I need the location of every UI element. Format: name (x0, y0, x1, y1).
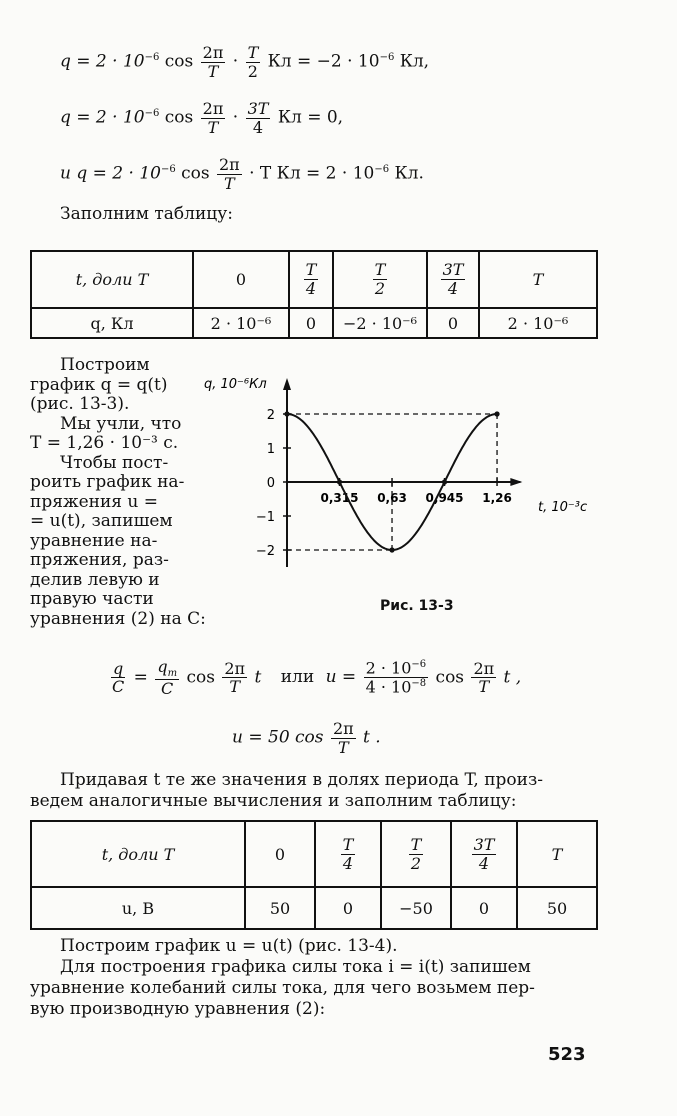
text-line: Для построения графика силы тока i = i(t) запишем (60, 957, 531, 977)
exponent: −6 (144, 51, 160, 63)
x-tick-label: 0,63 (377, 491, 407, 505)
data-point (389, 547, 394, 552)
x-tick-label: 0,315 (320, 491, 359, 505)
x-axis-label: t, 10⁻³с (538, 500, 588, 515)
figure-caption: Рис. 13-3 (380, 598, 454, 614)
formula-text: и q = 2 · 10 (60, 163, 161, 184)
formula-u-2 (232, 720, 381, 756)
formula-text: или (280, 667, 315, 688)
formula-text: cos (435, 667, 465, 688)
fraction: $\frac{2\pi}{T}$ (202, 99, 224, 137)
formula-text: q = 2 · 10 (60, 51, 145, 72)
fraction: $\frac{2 \cdot 10^{-6}}{4 \cdot 10^{-8}}$ (365, 658, 427, 697)
formula-text: t , (503, 667, 522, 688)
text-line: пряжения u = (30, 491, 159, 512)
y-axis-label: q, 10⁻⁶Кл (204, 377, 267, 392)
table-charge (30, 250, 598, 339)
left-column-text (30, 356, 206, 629)
formula-text: cos (181, 163, 210, 184)
data-point (337, 479, 342, 484)
formula-text: Кл = 0, (277, 107, 344, 128)
table-cell: 2 · 10⁻⁶ (193, 308, 289, 338)
table-header-row (31, 251, 597, 308)
table-cell: 0 (427, 308, 479, 338)
axes (256, 378, 523, 567)
text-line: делив левую и (30, 569, 160, 590)
table-header-row (31, 821, 597, 887)
formula-text: t (254, 667, 262, 688)
text-line: уравнение колебаний силы тока, для чего возьмем пер- (30, 978, 535, 998)
text-line: вую производную уравнения (2): (30, 999, 326, 1019)
exponent: −6 (379, 51, 395, 63)
table-header-cell: $\frac{T}{2}$ (333, 251, 427, 308)
table-cell: 0 (289, 308, 333, 338)
table-header-cell: T (517, 821, 597, 887)
formula-text: q = 2 · 10 (60, 107, 145, 128)
data-point (442, 479, 447, 484)
formula-text: t . (363, 727, 381, 748)
exponent: −6 (374, 163, 390, 175)
paragraph-2 (30, 770, 543, 812)
formula-line-2 (60, 100, 343, 136)
table-voltage (30, 820, 598, 930)
table-header-cell: $\frac{T}{4}$ (315, 821, 381, 887)
fraction: $\frac{2\pi}{T}$ (473, 658, 495, 697)
text-line: Построим график u = u(t) (рис. 13-4). (60, 936, 398, 956)
formula-text: Кл, (399, 51, 430, 72)
formula-text: Кл = −2 · 10 (267, 51, 380, 72)
table-cell: 50 (245, 887, 315, 929)
data-point (494, 411, 499, 416)
formula-text: cos (164, 107, 194, 128)
figure-13-3 (200, 370, 620, 595)
fraction: $\frac{2\pi}{T}$ (219, 155, 240, 193)
formula-text: u = (325, 667, 357, 688)
exponent: −6 (160, 163, 176, 175)
table-cell: −50 (381, 887, 451, 929)
text-line: уравнения (2) на C: (30, 608, 206, 629)
formula-text: · T Кл = 2 · 10 (249, 163, 375, 184)
y-tick-label: 1 (266, 442, 275, 457)
text-line: Мы учли, что (60, 413, 182, 434)
fraction: $\frac{3T}{4}$ (247, 99, 269, 137)
x-tick-label: 1,26 (482, 491, 512, 505)
formula-text: · (232, 51, 239, 72)
text-line: график q = q(t) (30, 374, 168, 395)
formula-line-1 (60, 44, 429, 80)
text-line: Чтобы пост- (60, 452, 169, 473)
formula-text: · (232, 107, 239, 128)
fraction: $\frac{T}{2}$ (247, 43, 259, 81)
formula-text: Кл. (394, 163, 424, 184)
table-row (31, 887, 597, 929)
table-header-cell: T (479, 251, 597, 308)
text-line: Придавая t те же значения в долях периода T, произ- (60, 770, 543, 790)
table-header-cell: t, доли T (31, 251, 193, 308)
table-header-cell: $\frac{T}{4}$ (289, 251, 333, 308)
formula-u-1 (108, 658, 521, 698)
text-line: T = 1,26 · 10⁻³ с. (30, 433, 179, 453)
table-cell: 0 (451, 887, 517, 929)
x-axis-arrow (510, 478, 522, 486)
table-row (31, 308, 597, 338)
table-row-label: q, Кл (31, 308, 193, 338)
fraction: $\frac{q_m}{C}$ (157, 657, 178, 699)
text-line: Построим (60, 355, 150, 375)
y-tick-label: 2 (266, 408, 275, 423)
fraction: $\frac{2\pi}{T}$ (202, 43, 224, 81)
text-line: пряжения, раз- (30, 550, 169, 570)
fill-table-text: Заполним таблицу: (60, 204, 233, 224)
text-line: ведем аналогичные вычисления и заполним таблицу: (30, 791, 517, 811)
table-header-cell: 0 (245, 821, 315, 887)
table-cell: 50 (517, 887, 597, 929)
formula-text: cos (164, 51, 194, 72)
x-tick-label: 0,945 (425, 491, 464, 505)
formula-text: = (133, 667, 148, 688)
text-line: (рис. 13-3). (30, 394, 130, 414)
text-line: = u(t), запишем (30, 511, 173, 531)
table-row-label: u, В (31, 887, 245, 929)
fraction: $\frac{q}{C}$ (112, 658, 125, 697)
text-line: уравнение на- (30, 530, 158, 551)
table-cell: −2 · 10⁻⁶ (333, 308, 427, 338)
table-header-cell: $\frac{3T}{4}$ (451, 821, 517, 887)
table-cell: 0 (315, 887, 381, 929)
table-cell: 2 · 10⁻⁶ (479, 308, 597, 338)
y-tick-label: −2 (255, 544, 275, 559)
paragraph-3 (30, 936, 535, 1020)
data-point (284, 411, 289, 416)
text-line: роить график на- (30, 472, 185, 492)
formula-text: cos (186, 667, 215, 688)
fraction: $\frac{2\pi}{T}$ (332, 719, 354, 757)
y-tick-label: 0 (266, 476, 275, 491)
table-header-cell: t, доли T (31, 821, 245, 887)
page-number: 523 (548, 1044, 586, 1065)
formula-text: u = 50 cos (232, 727, 324, 748)
y-tick-label: −1 (255, 510, 275, 525)
fraction: $\frac{2\pi}{T}$ (224, 658, 246, 697)
y-axis-arrow (283, 378, 291, 390)
exponent: −6 (144, 107, 160, 119)
text-line: правую части (30, 589, 154, 609)
table-header-cell: $\frac{3T}{4}$ (427, 251, 479, 308)
table-header-cell: $\frac{T}{2}$ (381, 821, 451, 887)
table-header-cell: 0 (193, 251, 289, 308)
formula-line-3 (60, 156, 424, 192)
